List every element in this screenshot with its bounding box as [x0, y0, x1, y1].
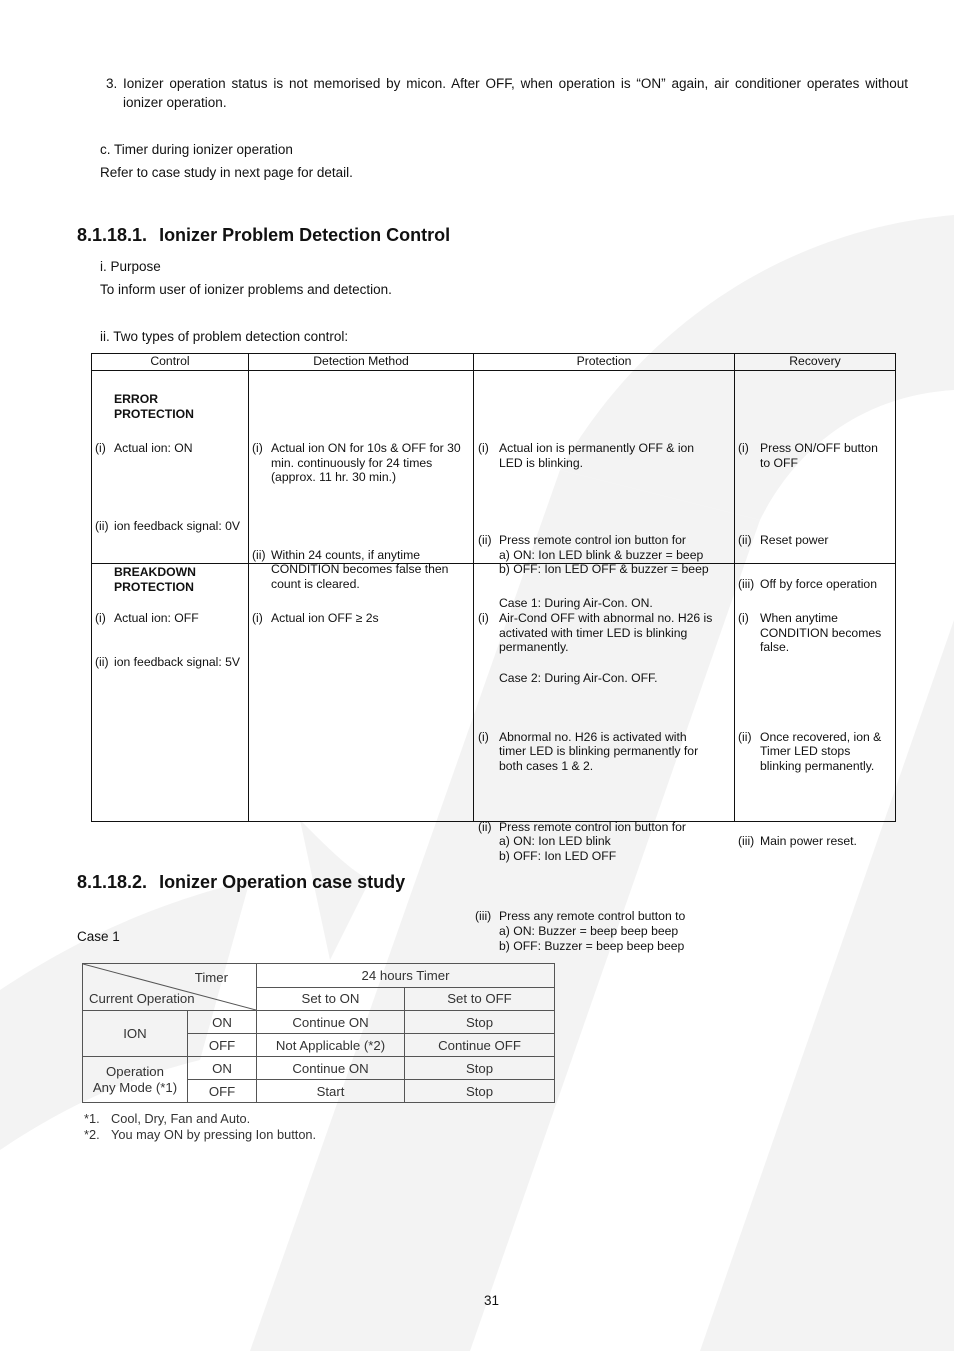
- state-cell: OFF: [188, 1034, 257, 1057]
- item-number: (ii): [738, 533, 752, 548]
- case-header-row: [83, 964, 555, 988]
- case-label: Case 1: [77, 929, 120, 944]
- item-text: Actual ion ON for 10s & OFF for 30 min. continuously for 24 times (approx. 11 hr. 30 min.): [271, 441, 461, 485]
- case-study-table: [82, 963, 555, 1103]
- item-option-b: b) OFF: Buzzer = beep beep beep: [499, 938, 685, 953]
- item-text: Off by force operation: [760, 576, 877, 591]
- item-number: (i): [478, 729, 489, 744]
- note-text: You may ON by pressing Ion button.: [111, 1127, 317, 1142]
- state-cell: ON: [188, 1057, 257, 1080]
- group-operation-line1: Operation: [106, 1063, 164, 1079]
- item-option-a: a) ON: Buzzer = beep beep beep: [499, 923, 679, 938]
- error-detection-cell: [249, 371, 474, 591]
- item-number: (iii): [738, 576, 755, 591]
- breakdown-detection-item: [252, 611, 463, 626]
- breakdown-recovery-item: [738, 730, 894, 774]
- item-text: ion feedback signal: 5V: [114, 654, 241, 669]
- intro-item3-number: 3.: [106, 76, 118, 91]
- case2-item: [478, 730, 715, 774]
- item-text: When anytime CONDITION becomes false.: [760, 611, 882, 655]
- error-control-cell: [92, 371, 249, 564]
- timer-subheading: c. Timer during ionizer operation: [100, 142, 293, 157]
- item-number: (i): [252, 441, 263, 455]
- state-cell: ON: [188, 1011, 257, 1034]
- error-detection-item: [252, 441, 463, 485]
- item-number: (i): [478, 441, 489, 455]
- item-text: Press any remote control button to: [499, 909, 686, 924]
- case2-item: [475, 909, 733, 953]
- case1-item: [478, 611, 729, 655]
- error-protection-row: [92, 371, 896, 564]
- item-number: (i): [252, 611, 263, 625]
- corner-cell: [83, 964, 257, 1011]
- on-cell: Continue ON: [257, 1011, 405, 1034]
- error-protection-cell: [474, 371, 735, 577]
- item-text: Actual ion is permanently OFF & ion LED is blinking.: [499, 441, 695, 470]
- item-text: Reset power: [760, 533, 829, 548]
- item-text: Once recovered, ion & Timer LED stops blinking permanently.: [760, 729, 882, 773]
- group-operation: [83, 1057, 188, 1103]
- section-title: Ionizer Operation case study: [159, 872, 406, 892]
- item-number: (iii): [738, 833, 755, 848]
- breakdown-control-item: [95, 611, 244, 626]
- header-recovery: Recovery: [735, 354, 896, 371]
- breakdown-detection-cell: [249, 564, 474, 822]
- item-number: (i): [95, 611, 106, 625]
- timer-header: 24 hours Timer: [257, 964, 555, 988]
- item-number: (ii): [478, 819, 492, 834]
- item-text: Main power reset.: [760, 833, 857, 848]
- corner-operation-label: Current Operation: [89, 991, 195, 1006]
- error-control-item: [95, 441, 244, 456]
- breakdown-control-item: [95, 655, 244, 670]
- item-number: (ii): [738, 729, 752, 744]
- case2-label: Case 2: During Air-Con. OFF.: [499, 671, 658, 685]
- error-recovery-item: [738, 441, 890, 470]
- item-number: (iii): [475, 909, 492, 924]
- off-cell: Stop: [405, 1080, 555, 1103]
- item-option-a: a) ON: Ion LED blink & buzzer = beep: [499, 547, 704, 562]
- item-text: Abnormal no. H26 is activated with timer LED is blinking permanently for both cases 1 & 2.: [499, 729, 699, 773]
- section-heading-case-study: [77, 872, 405, 893]
- on-cell: Continue ON: [257, 1057, 405, 1080]
- note-item: [84, 1111, 316, 1127]
- error-recovery-cell: [735, 371, 896, 591]
- error-title: [114, 392, 194, 421]
- col-set-off: Set to OFF: [405, 987, 555, 1011]
- off-cell: Stop: [405, 1011, 555, 1034]
- section-number: 8.1.18.2.: [77, 872, 148, 892]
- item-text: Press ON/OFF button to OFF: [760, 441, 878, 470]
- col-set-on: Set to ON: [257, 987, 405, 1011]
- item-number: (ii): [252, 547, 266, 562]
- section-number: 8.1.18.1.: [77, 225, 148, 245]
- note-item: [84, 1127, 316, 1143]
- group-ion: ION: [83, 1011, 188, 1057]
- detection-table-header: [92, 354, 896, 371]
- breakdown-title: [114, 565, 196, 594]
- off-cell: Continue OFF: [405, 1034, 555, 1057]
- item-text: Press remote control ion button for: [499, 533, 686, 548]
- breakdown-control-cell: [92, 564, 249, 822]
- error-title-line2: PROTECTION: [114, 406, 194, 421]
- item-text: Actual ion OFF ≥ 2s: [271, 611, 379, 625]
- case2-item: [478, 820, 733, 864]
- off-cell: Stop: [405, 1057, 555, 1080]
- case-row: [83, 1057, 555, 1080]
- error-control-item: [95, 519, 244, 534]
- purpose-text: To inform user of ionizer problems and detection.: [100, 282, 392, 297]
- item-option-a: a) ON: Ion LED blink: [499, 834, 611, 849]
- breakdown-protection-row: [92, 564, 896, 822]
- item-number: (i): [478, 611, 489, 625]
- group-operation-line2: Any Mode (*1): [92, 1079, 178, 1095]
- section-heading-problem-detection: [77, 225, 450, 246]
- item-number: (i): [95, 441, 106, 455]
- intro-item3-text: Ionizer operation status is not memorised by micon. After OFF, when operation is “ON” again, air conditioner operates without ionizer operation.: [123, 76, 908, 110]
- case-row: [83, 1011, 555, 1034]
- breakdown-recovery-item: [738, 834, 894, 849]
- item-text: Air-Cond OFF with abnormal no. H26 is activated with timer LED is blinking permanently.: [499, 611, 713, 655]
- on-cell: Not Applicable (*2): [257, 1034, 405, 1057]
- item-number: (ii): [478, 533, 492, 548]
- note-text: Cool, Dry, Fan and Auto.: [111, 1111, 251, 1126]
- page-number: 31: [484, 1293, 500, 1308]
- item-option-b: b) OFF: Ion LED OFF: [499, 848, 617, 863]
- item-text: Press remote control ion button for: [499, 819, 686, 834]
- header-protection: Protection: [474, 354, 735, 371]
- on-cell: Start: [257, 1080, 405, 1103]
- header-control: Control: [92, 354, 249, 371]
- case-notes: [84, 1111, 316, 1143]
- item-text: ion feedback signal: 0V: [114, 518, 241, 533]
- state-cell: OFF: [188, 1080, 257, 1103]
- error-title-line1: ERROR: [114, 392, 159, 406]
- item-text: Within 24 counts, if anytime CONDITION becomes false then count is cleared.: [271, 547, 449, 591]
- error-recovery-item: [738, 533, 890, 548]
- item-number: (i): [738, 441, 749, 455]
- item-number: (ii): [95, 518, 109, 533]
- breakdown-recovery-item: [738, 611, 894, 655]
- item-number: (i): [738, 611, 749, 625]
- item-text: Actual ion: OFF: [114, 611, 199, 625]
- purpose-label: i. Purpose: [100, 259, 161, 274]
- corner-timer-label: Timer: [194, 970, 228, 985]
- breakdown-title-line2: PROTECTION: [114, 579, 194, 594]
- error-protection-item: [478, 441, 721, 470]
- item-option-b: b) OFF: Ion LED OFF & buzzer = beep: [499, 562, 709, 577]
- header-detection-method: Detection Method: [249, 354, 474, 371]
- types-label: ii. Two types of problem detection control:: [100, 329, 349, 344]
- case1-label: Case 1: During Air-Con. ON.: [499, 596, 653, 610]
- item-number: (ii): [95, 654, 109, 669]
- breakdown-recovery-cell: [735, 564, 896, 848]
- section-title: Ionizer Problem Detection Control: [159, 225, 451, 245]
- note-key: *2.: [84, 1127, 100, 1142]
- note-key: *1.: [84, 1111, 100, 1126]
- breakdown-protection-cell: [474, 564, 735, 953]
- item-text: Actual ion: ON: [114, 441, 193, 455]
- breakdown-title-line1: BREAKDOWN: [114, 565, 196, 579]
- timer-reference-text: Refer to case study in next page for detail.: [100, 165, 353, 180]
